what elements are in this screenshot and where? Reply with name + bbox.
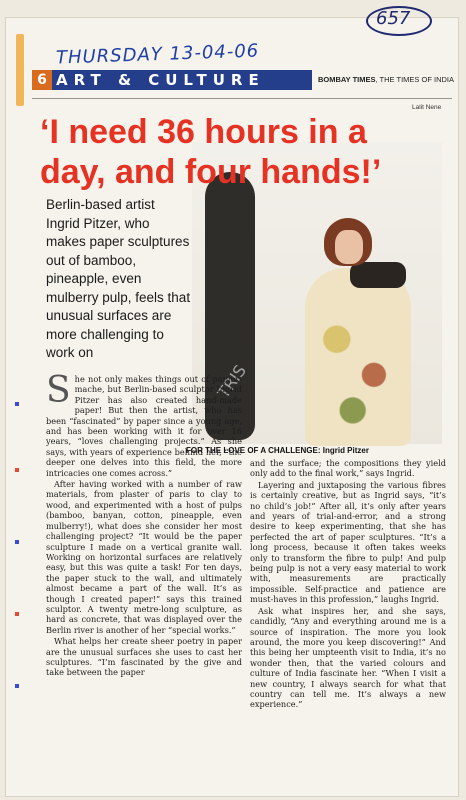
page-number-box: 6 bbox=[32, 70, 52, 90]
paragraph: Layering and juxtaposing the various fibres is certainly creative, but as Ingrid says, “it’s no child’s job!” After all, it’s only after years and years of trial-and-error, and a strong desire to keep experimenting, that she has perfected the art of paper sculptures. “It’s a long process, because it often takes weeks only to transform the fibre to pulp! And pulp being pulp is not a very easy material to work with, measurements are practically impossible. Self-practice and patience are must-haves in this profession,” laughs Ingrid. bbox=[250, 479, 446, 605]
section-title: ART & CULTURE bbox=[56, 71, 265, 89]
binder-mark bbox=[15, 402, 19, 406]
artist-figure-scarf bbox=[350, 262, 406, 288]
article-column-1 bbox=[46, 370, 242, 679]
header-rule bbox=[32, 98, 452, 99]
photo-credit: Lalit Nene bbox=[412, 104, 442, 111]
photo-caption: FOR THE LOVE OF A CHALLENGE: Ingrid Pitzer bbox=[186, 446, 369, 455]
paragraph: he not only makes things out of papier-mache, but Berlin-based sculptor Ingrid Pitzer has also created hand-made paper! But then the artist, who has been “fascinated” by paper since a young age, and has been working with it for over 16 years, “loves challenging projects.” As she says, with years of experience behind her, “the deeper one delves into this field, the more intricacies one comes across.” bbox=[46, 374, 242, 478]
publication-suffix: , THE TIMES OF INDIA bbox=[375, 75, 454, 84]
handwritten-page-number: 657 bbox=[376, 8, 411, 29]
paragraph: What helps her create sheer poetry in paper are the unusual surfaces she uses to cast her sculptures. “I’m fascinated by the give and take between the paper bbox=[46, 636, 242, 678]
binder-mark bbox=[15, 468, 19, 472]
artist-figure-dress bbox=[305, 268, 411, 446]
article-deck: Berlin-based artist Ingrid Pitzer, who makes paper sculptures out of bamboo, pineapple, even mulberry pulp, feels that unusual surfaces are more challenging to work on bbox=[46, 197, 191, 360]
binder-mark bbox=[15, 684, 19, 688]
paragraph: and the surface; the compositions they yield only add to the final work,” says Ingrid. bbox=[250, 458, 446, 479]
drop-cap: S bbox=[46, 370, 71, 411]
article-headline: ‘I need 36 hours in a day, and four hands!’ bbox=[40, 113, 382, 191]
paragraph: After having worked with a number of raw materials, from plaster of paris to clay to wood, and experimented with a host of pulps (bamboo, banyan, cotton, pineapple, even mulberry!), what does she consider her most challenging project? “It would be the paper sculpture I made on a vertical granite wall. Working on horizontal surfaces are relatively easy, but this was quite a task! For ten days, the paper stuck to the wall, and ultimately almost became a part of the wall. It’s as though I created paper!” says this trained sculptor. A twenty metre-long sculpture, as hard as concrete, that was displayed over the Berlin river is another of her “special works.” bbox=[46, 479, 242, 635]
handwritten-date: THURSDAY 13-04-06 bbox=[55, 40, 260, 69]
masthead bbox=[318, 75, 454, 84]
publication-name: BOMBAY TIMES bbox=[318, 75, 376, 84]
binder-mark bbox=[15, 540, 19, 544]
orange-tab-marker bbox=[16, 34, 24, 106]
artist-figure-face bbox=[335, 230, 363, 264]
binder-mark bbox=[15, 612, 19, 616]
article-column-2 bbox=[250, 458, 446, 711]
photo-watermark: TRIS bbox=[213, 361, 250, 402]
paragraph: Ask what inspires her, and she says, candidly, “Any and everything around me is a source of inspiration. The more you look around, the more you keep discovering!” And this being her umpteenth visit to India, it’s no wonder then, that the varied colours and culture of India fascinate her. “When I visit a new country, I always search for what that country can tell me. It’s always a new experience.” bbox=[250, 605, 446, 710]
